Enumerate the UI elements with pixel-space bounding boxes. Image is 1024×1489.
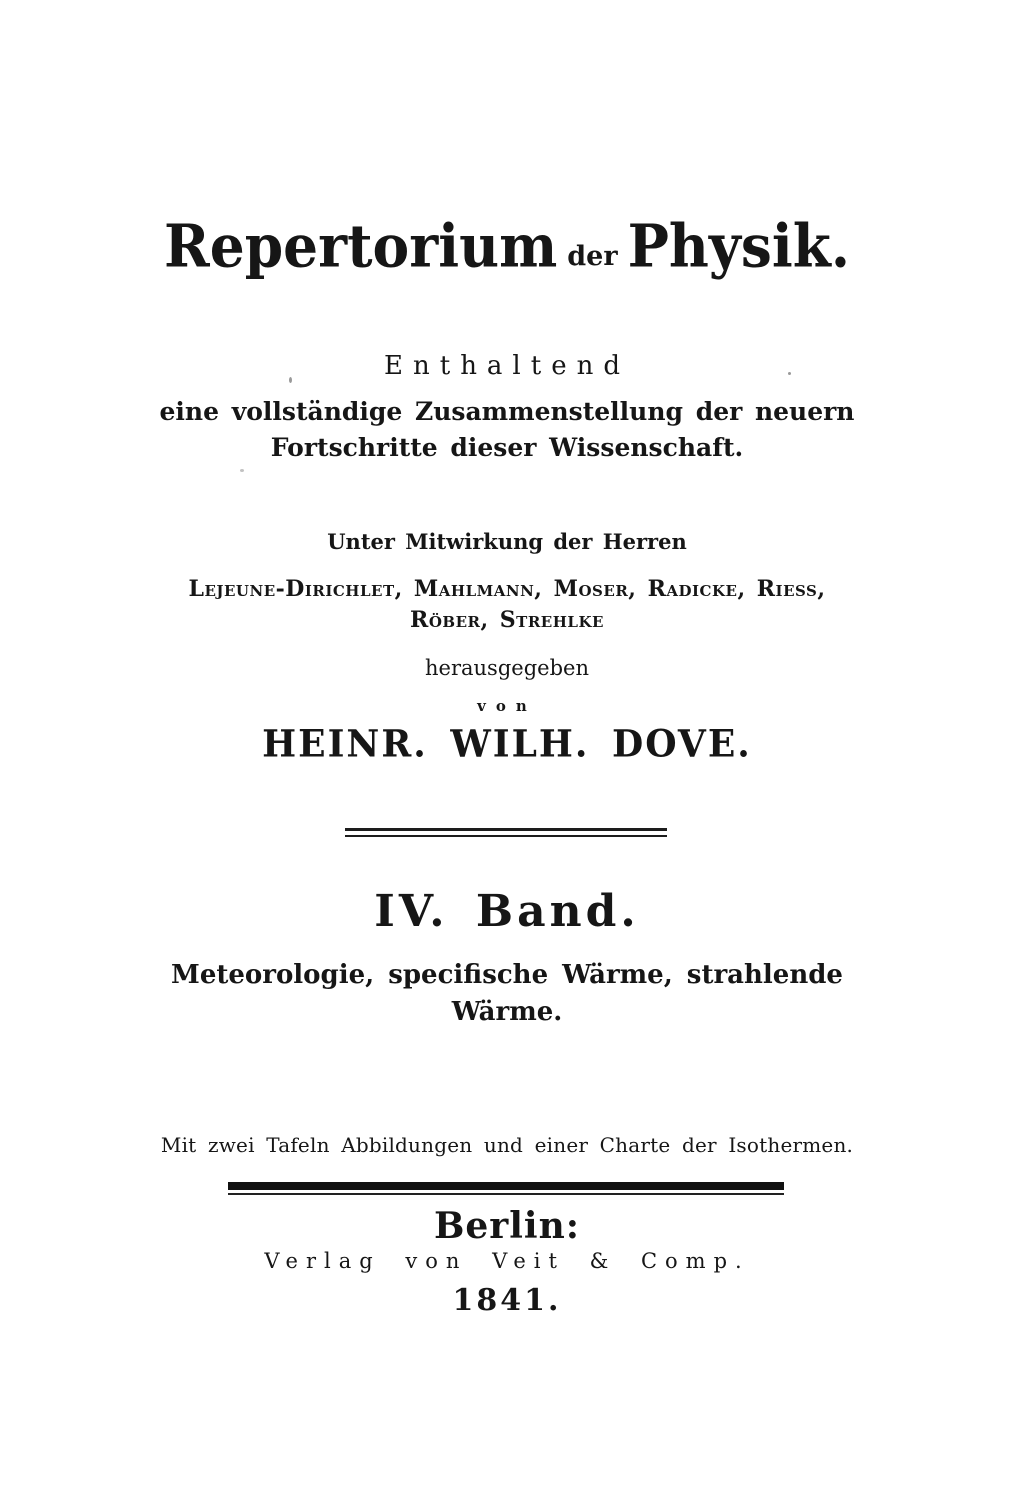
scan-speck bbox=[240, 469, 244, 472]
volume-subjects-line-1: Meteorologie, specifische Wärme, strahlende bbox=[171, 960, 843, 990]
subtitle bbox=[0, 394, 1014, 466]
contributors-intro: Unter Mitwirkung der Herren bbox=[327, 529, 687, 554]
book-title-word-physik: Physik. bbox=[627, 210, 850, 281]
editor-name: HEINR. WILH. DOVE. bbox=[262, 721, 752, 767]
plates-note: Mit zwei Tafeln Abbildungen und einer Charte der Isothermen. bbox=[160, 1133, 854, 1157]
volume-subjects bbox=[0, 957, 1014, 1031]
book-title-word-repertorium: Repertorium bbox=[164, 210, 558, 281]
scan-speck bbox=[788, 372, 791, 375]
imprint-rule-thick bbox=[228, 1182, 784, 1190]
subtitle-line-1: eine vollständige Zusammenstellung der neuern bbox=[159, 397, 855, 426]
contributors-names bbox=[0, 574, 1014, 636]
imprint-year: 1841. bbox=[452, 1283, 562, 1318]
scan-speck bbox=[289, 377, 292, 383]
imprint-rule-thin bbox=[228, 1193, 784, 1195]
book-title-connector-der: der bbox=[567, 241, 618, 272]
edited-label: herausgegeben bbox=[425, 656, 589, 680]
edited-by-label: von bbox=[477, 697, 537, 715]
subtitle-line-2: Fortschritte dieser Wissenschaft. bbox=[270, 433, 744, 462]
contributors-line-2: Röber, Strehlke bbox=[410, 607, 604, 633]
containing-word: Enthaltend bbox=[384, 351, 630, 381]
imprint-city: Berlin: bbox=[433, 1205, 581, 1247]
double-rule-divider bbox=[345, 828, 667, 837]
book-title bbox=[0, 210, 1014, 281]
volume-subjects-line-2: Wärme. bbox=[451, 997, 563, 1027]
contributors-line-1: Lejeune-Dirichlet, Mahlmann, Moser, Radicke, Riess, bbox=[188, 576, 826, 602]
imprint-publisher: Verlag von Veit & Comp. bbox=[264, 1249, 750, 1273]
volume-number: IV. Band. bbox=[374, 886, 640, 937]
